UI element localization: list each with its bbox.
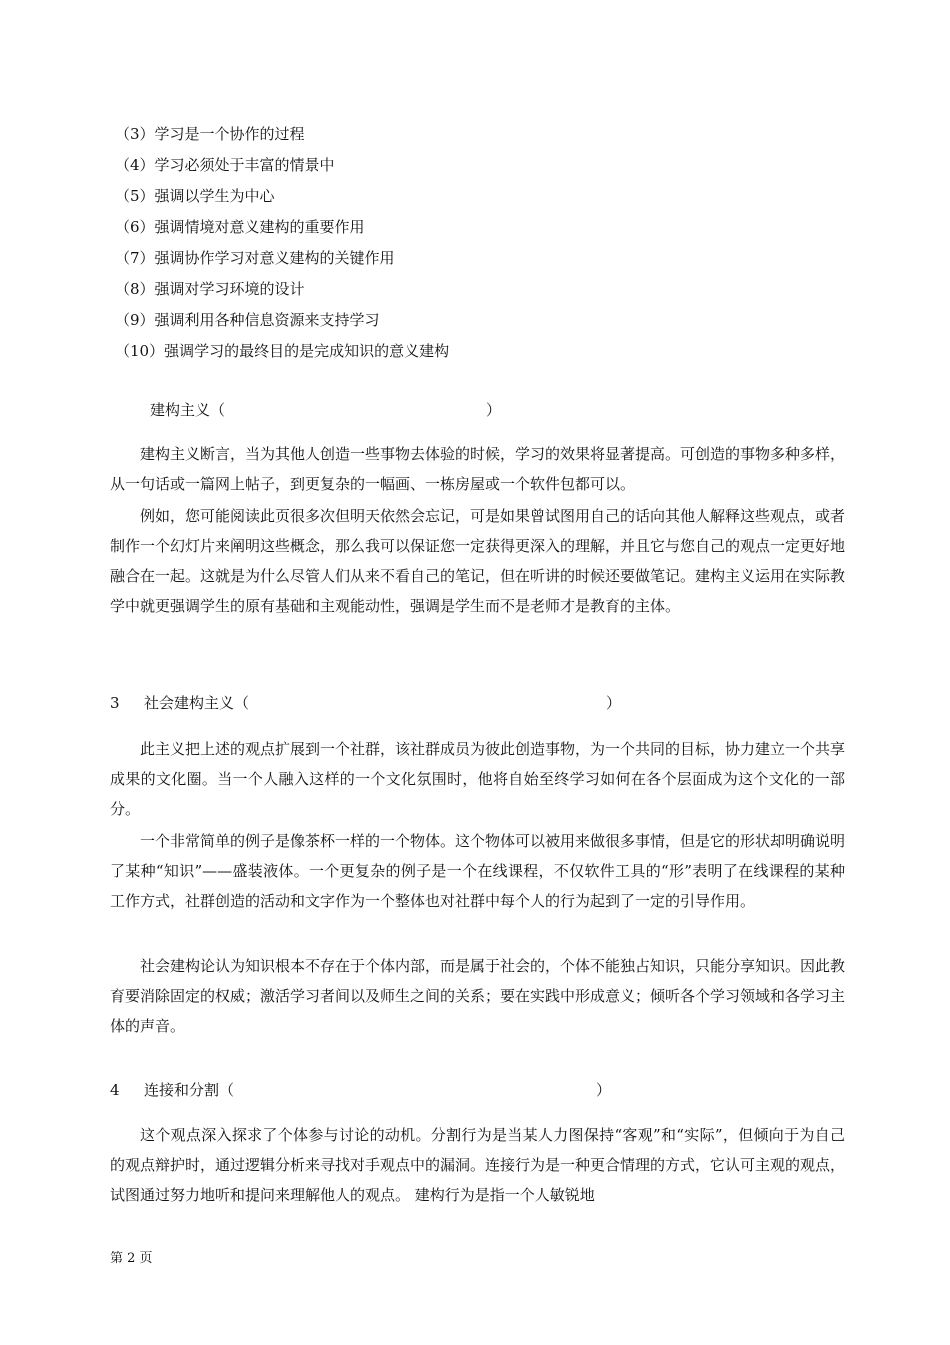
list-item: （6）强调情境对意义建构的重要作用 <box>115 218 365 236</box>
section-title: 社会建构主义（ <box>144 694 250 712</box>
section-title: 连接和分割（ <box>144 1081 235 1099</box>
section-title-close: ） <box>606 694 622 712</box>
paragraph: 社会建构论认为知识根本不存在于个体内部，而是属于社会的，个体不能独占知识，只能分享知识。因此教育要消除固定的权威；激活学习者间以及师生之间的关系；要在实践中形成意义；倾听各个学习领域和各学习主体的声音。 <box>110 957 846 1035</box>
paragraph: 建构主义断言，当为其他人创造一些事物去体验的时候，学习的效果将显著提高。可创造的事物多种多样，从一句话或一篇网上帖子，到更复杂的一幅画、一栋房屋或一个软件包都可以。 <box>110 445 846 493</box>
section-heading-social <box>110 691 630 715</box>
list-item: （9）强调利用各种信息资源来支持学习 <box>115 311 380 329</box>
list-item: （3）学习是一个协作的过程 <box>115 125 305 143</box>
principles-list <box>115 119 449 367</box>
list-item: （5）强调以学生为中心 <box>115 187 275 205</box>
section-heading-connect <box>110 1078 620 1102</box>
list-item: （7）强调协作学习对意义建构的关键作用 <box>115 249 395 267</box>
paragraph: 例如，您可能阅读此页很多次但明天依然会忘记，可是如果曾试图用自己的话向其他人解释这些观点，或者制作一个幻灯片来阐明这些概念，那么我可以保证您一定获得更深入的理解，并且它与您自己的观点一定更好地融合在一起。这就是为什么尽管人们从来不看自己的笔记，但在听讲的时候还要做笔记。建构主义运用在实际教学中就更强调学生的原有基础和主观能动性，强调是学生而不是老师才是教育的主体。 <box>110 507 846 615</box>
paragraph: 此主义把上述的观点扩展到一个社群，该社群成员为彼此创造事物，为一个共同的目标，协力建立一个共享成果的文化圈。当一个人融入这样的一个文化氛围时，他将自始至终学习如何在各个层面成为这个文化的一部分。 <box>110 740 846 818</box>
list-item: （8）强调对学习环境的设计 <box>115 280 305 298</box>
paragraph: 这个观点深入探求了个体参与讨论的动机。分割行为是当某人力图保持“客观”和“实际”，但倾向于为自己的观点辩护时，通过逻辑分析来寻找对手观点中的漏洞。连接行为是一种更合情理的方式，它认可主观的观点，试图通过努力地听和提问来理解他人的观点。 建构行为是指一个人敏锐地 <box>110 1126 846 1204</box>
page-number: 第 2 页 <box>110 1251 153 1266</box>
list-item: （10）强调学习的最终目的是完成知识的意义建构 <box>115 342 450 360</box>
section-title-close: ） <box>486 401 502 419</box>
section-number: 4 <box>110 1081 120 1099</box>
section-title: 建构主义（ <box>150 401 226 419</box>
list-item: （4）学习必须处于丰富的情景中 <box>115 156 335 174</box>
section-number: 3 <box>110 694 120 712</box>
paragraph: 一个非常简单的例子是像茶杯一样的一个物体。这个物体可以被用来做很多事情，但是它的形状却明确说明了某种“知识”——盛装液体。一个更复杂的例子是一个在线课程，不仅软件工具的“形”表明了在线课程的某种工作方式，社群创造的活动和文字作为一个整体也对社群中每个人的行为起到了一定的引导作用。 <box>110 832 846 910</box>
section-title-close: ） <box>596 1081 612 1099</box>
section-heading-constructivism <box>150 398 510 422</box>
